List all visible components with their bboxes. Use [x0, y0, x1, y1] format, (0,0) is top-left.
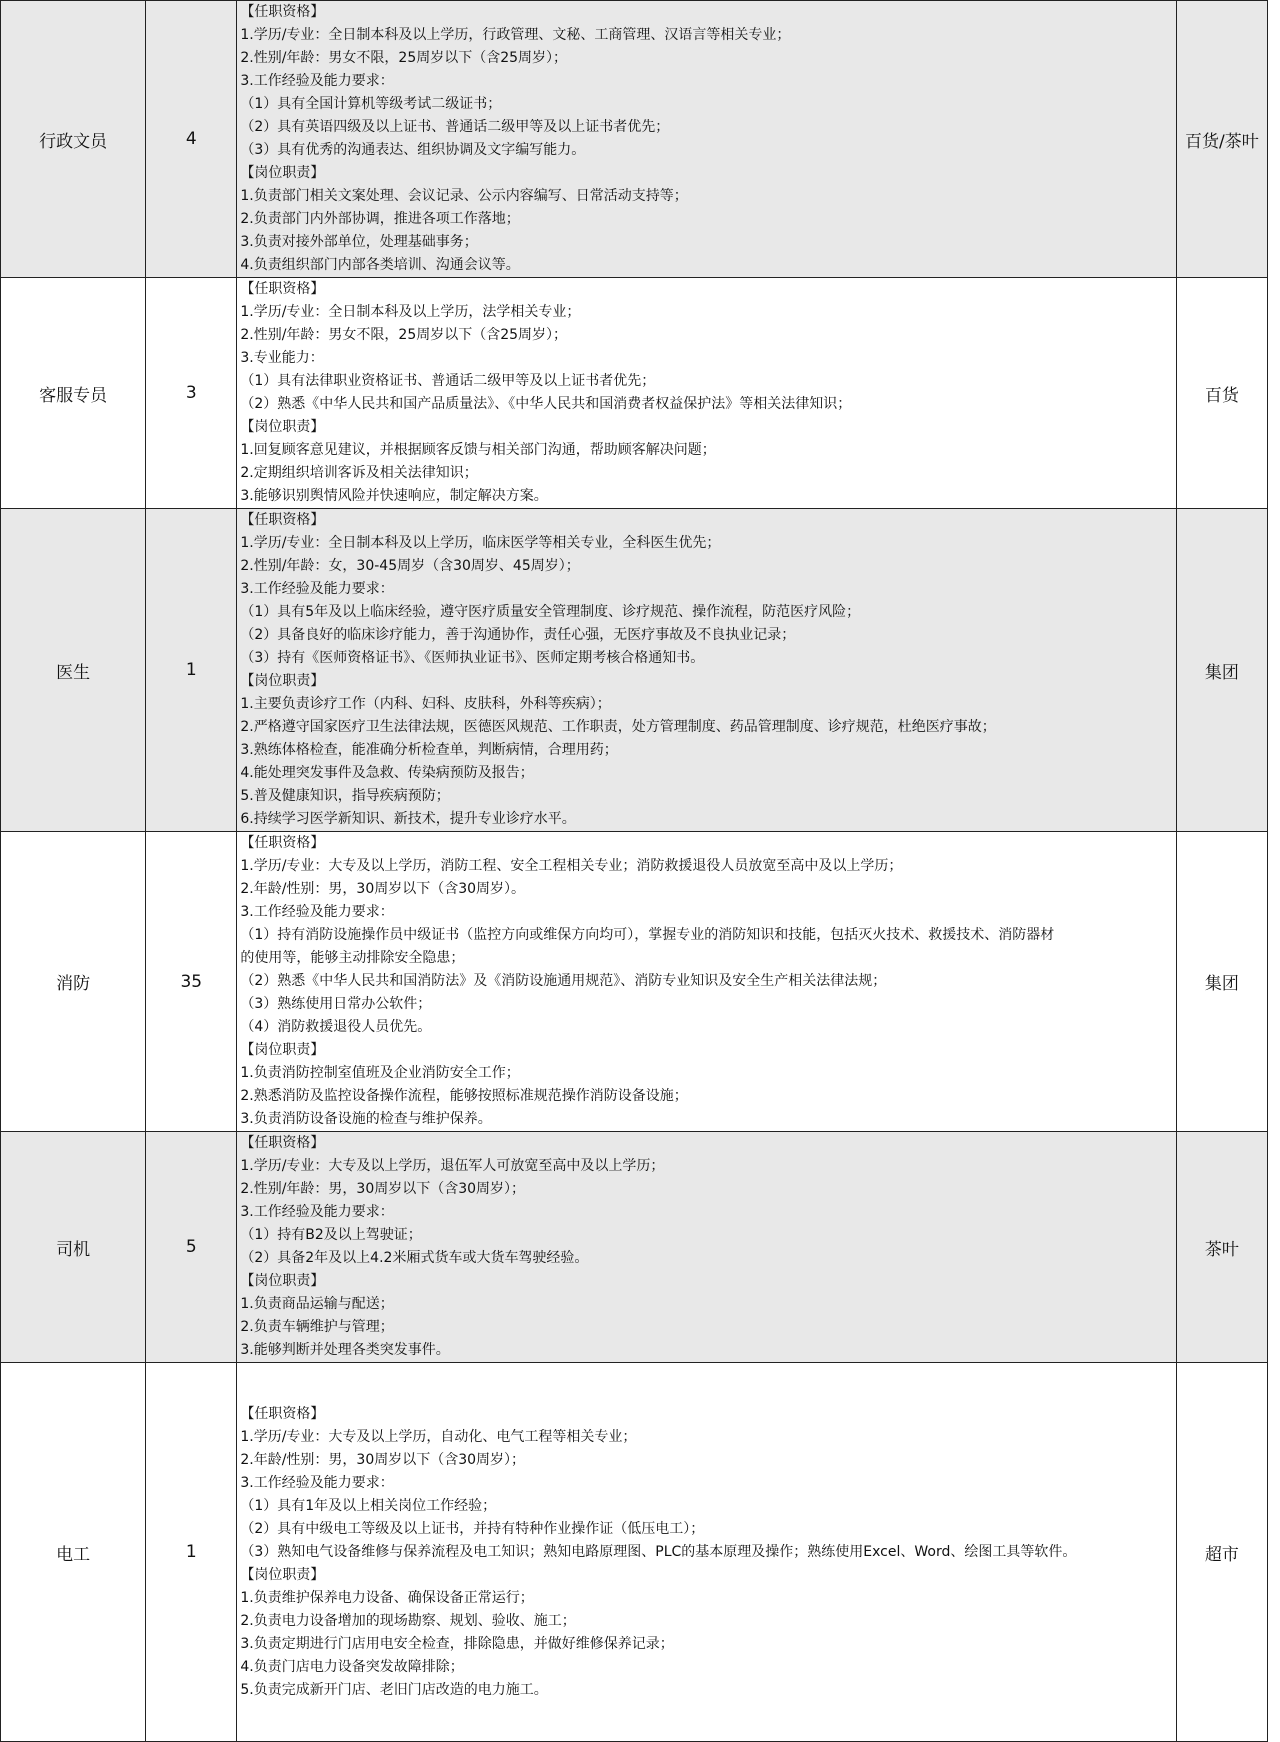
- description-line: 的使用等，能够主动排除安全隐患；: [240, 950, 465, 966]
- job-description: [237, 832, 1176, 1132]
- job-title: 消防: [1, 832, 146, 1132]
- description-line: 【任职资格】: [240, 4, 325, 20]
- description-line: 2.性别/年龄：男女不限，25周岁以下（含25周岁）；: [240, 50, 568, 66]
- job-description: [237, 509, 1176, 832]
- description-line: 1.负责维护保养电力设备、确保设备正常运行；: [240, 1589, 534, 1606]
- job-title: 客服专员: [1, 278, 146, 509]
- job-title: 医生: [1, 509, 146, 832]
- description-line: 【岗位职责】: [240, 1042, 325, 1058]
- job-row: [1, 1132, 1268, 1363]
- description-line: （1）具有全国计算机等级考试二级证书；: [240, 96, 502, 112]
- description-line: 2.性别/年龄：女，30-45周岁（含30周岁、45周岁）；: [240, 558, 580, 574]
- job-title: 电工: [1, 1363, 146, 1742]
- description-line: 1.回复顾客意见建议，并根据顾客反馈与相关部门沟通，帮助顾客解决问题；: [240, 442, 716, 458]
- job-unit: 百货/茶叶: [1176, 1, 1267, 278]
- job-description: [237, 1, 1176, 278]
- description-line: 1.学历/专业：大专及以上学历，退伍军人可放宽至高中及以上学历；: [240, 1158, 665, 1174]
- description-line: 2.性别/年龄：男女不限，25周岁以下（含25周岁）；: [240, 327, 568, 343]
- description-line: （1）具有5年及以上临床经验，遵守医疗质量安全管理制度、诊疗规范、操作流程，防范医疗风险；: [240, 604, 861, 620]
- description-line: （3）具有优秀的沟通表达、组织协调及文字编写能力。: [240, 142, 586, 158]
- description-line: 4.负责组织部门内部各类培训、沟通会议等。: [240, 257, 520, 273]
- description-line: 3.负责对接外部单位，处理基础事务；: [240, 234, 478, 250]
- description-line: 【任职资格】: [240, 835, 325, 851]
- job-headcount: 3: [146, 278, 237, 509]
- job-row: [1, 1, 1268, 278]
- description-line: （2）具有中级电工等级及以上证书，并持有特种作业操作证（低压电工）；: [240, 1520, 705, 1537]
- description-line: 4.能处理突发事件及急救、传染病预防及报告；: [240, 765, 534, 781]
- job-headcount: 35: [146, 832, 237, 1132]
- description-line: 【岗位职责】: [240, 1273, 325, 1289]
- job-headcount: 5: [146, 1132, 237, 1363]
- job-unit: 集团: [1176, 509, 1267, 832]
- job-title: 司机: [1, 1132, 146, 1363]
- description-line: 3.专业能力：: [240, 350, 324, 366]
- description-line: （2）熟悉《中华人民共和国消防法》及《消防设施通用规范》、消防专业知识及安全生产相关法律法规；: [240, 973, 887, 989]
- description-line: 4.负责门店电力设备突发故障排除；: [240, 1658, 464, 1675]
- description-line: 2.负责部门内外部协调，推进各项工作落地；: [240, 211, 520, 227]
- description-line: 2.负责车辆维护与管理；: [240, 1319, 394, 1335]
- description-line: 【岗位职责】: [240, 165, 325, 181]
- job-description: [237, 278, 1176, 509]
- description-line: 5.普及健康知识，指导疾病预防；: [240, 788, 450, 804]
- job-unit: 茶叶: [1176, 1132, 1267, 1363]
- job-title: 行政文员: [1, 1, 146, 278]
- description-line: （4）消防救援退役人员优先。: [240, 1019, 432, 1035]
- description-line: （1）持有B2及以上驾驶证；: [240, 1227, 422, 1243]
- description-line: 3.工作经验及能力要求：: [240, 1474, 394, 1491]
- description-line: 【岗位职责】: [240, 1566, 325, 1583]
- description-line: 1.学历/专业：全日制本科及以上学历，法学相关专业；: [240, 304, 581, 320]
- description-line: 【任职资格】: [240, 281, 325, 297]
- description-line: （2）熟悉《中华人民共和国产品质量法》、《中华人民共和国消费者权益保护法》等相关法律知识；: [240, 396, 852, 412]
- description-line: 【任职资格】: [240, 512, 325, 528]
- description-line: （2）具备2年及以上4.2米厢式货车或大货车驾驶经验。: [240, 1250, 589, 1266]
- description-line: 1.学历/专业：全日制本科及以上学历，行政管理、文秘、工商管理、汉语言等相关专业；: [240, 27, 791, 43]
- job-headcount: 1: [146, 509, 237, 832]
- description-line: 1.学历/专业：大专及以上学历，自动化、电气工程等相关专业；: [240, 1428, 637, 1445]
- job-row: [1, 509, 1268, 832]
- description-line: 3.负责定期进行门店用电安全检查，排除隐患，并做好维修保养记录；: [240, 1635, 674, 1652]
- job-unit: 超市: [1176, 1363, 1267, 1742]
- description-line: 1.负责商品运输与配送；: [240, 1296, 394, 1312]
- description-line: 【任职资格】: [240, 1405, 325, 1422]
- description-line: 2.性别/年龄：男，30周岁以下（含30周岁）；: [240, 1181, 526, 1197]
- description-line: （3）熟知电气设备维修与保养流程及电工知识；熟知电路原理图、PLC的基本原理及操作；熟练使用Excel、Word、绘图工具等软件。: [240, 1543, 1077, 1560]
- description-line: 1.负责消防控制室值班及企业消防安全工作；: [240, 1065, 520, 1081]
- job-unit: 集团: [1176, 832, 1267, 1132]
- description-line: （1）具有1年及以上相关岗位工作经验；: [240, 1497, 497, 1514]
- description-line: 6.持续学习医学新知识、新技术，提升专业诊疗水平。: [240, 811, 576, 827]
- description-line: 2.熟悉消防及监控设备操作流程，能够按照标准规范操作消防设备设施；: [240, 1088, 688, 1104]
- description-line: 1.学历/专业：全日制本科及以上学历，临床医学等相关专业，全科医生优先；: [240, 535, 721, 551]
- job-table-body: [1, 1, 1268, 1742]
- job-headcount: 4: [146, 1, 237, 278]
- description-line: 3.工作经验及能力要求：: [240, 1204, 394, 1220]
- job-row: [1, 832, 1268, 1132]
- job-row: [1, 278, 1268, 509]
- description-line: 【任职资格】: [240, 1135, 325, 1151]
- description-line: 2.定期组织培训客诉及相关法律知识；: [240, 465, 478, 481]
- description-line: （2）具备良好的临床诊疗能力，善于沟通协作，责任心强，无医疗事故及不良执业记录；: [240, 627, 796, 643]
- description-line: 【岗位职责】: [240, 673, 325, 689]
- description-line: 5.负责完成新开门店、老旧门店改造的电力施工。: [240, 1681, 548, 1698]
- description-line: （1）具有法律职业资格证书、普通话二级甲等及以上证书者优先；: [240, 373, 656, 389]
- description-line: （3）熟练使用日常办公软件；: [240, 996, 432, 1012]
- description-line: 1.主要负责诊疗工作（内科、妇科、皮肤科，外科等疾病）；: [240, 696, 611, 712]
- description-line: 3.负责消防设备设施的检查与维护保养。: [240, 1111, 492, 1127]
- description-line: 2.严格遵守国家医疗卫生法律法规，医德医风规范、工作职责，处方管理制度、药品管理制度、诊疗规范，杜绝医疗事故；: [240, 719, 996, 735]
- description-line: 1.负责部门相关文案处理、会议记录、公示内容编写、日常活动支持等；: [240, 188, 688, 204]
- description-line: 3.工作经验及能力要求：: [240, 904, 394, 920]
- description-line: 3.能够识别舆情风险并快速响应，制定解决方案。: [240, 488, 548, 504]
- description-line: 3.工作经验及能力要求：: [240, 73, 394, 89]
- description-line: （2）具有英语四级及以上证书、普通话二级甲等及以上证书者优先；: [240, 119, 670, 135]
- job-headcount: 1: [146, 1363, 237, 1742]
- job-row: [1, 1363, 1268, 1742]
- description-line: 3.熟练体格检查，能准确分析检查单，判断病情，合理用药；: [240, 742, 618, 758]
- description-line: 【岗位职责】: [240, 419, 325, 435]
- job-unit: 百货: [1176, 278, 1267, 509]
- description-line: 2.年龄/性别：男，30周岁以下（含30周岁）。: [240, 881, 526, 897]
- description-line: 2.年龄/性别：男，30周岁以下（含30周岁）；: [240, 1451, 526, 1468]
- job-description: [237, 1132, 1176, 1363]
- description-line: 3.工作经验及能力要求：: [240, 581, 394, 597]
- description-line: 1.学历/专业：大专及以上学历，消防工程、安全工程相关专业；消防救援退役人员放宽至高中及以上学历；: [240, 858, 903, 874]
- description-line: （3）持有《医师资格证书》、《医师执业证书》、医师定期考核合格通知书。: [240, 650, 705, 666]
- description-line: 3.能够判断并处理各类突发事件。: [240, 1342, 450, 1358]
- description-line: （1）持有消防设施操作员中级证书（监控方向或维保方向均可），掌握专业的消防知识和技能，包括灭火技术、救援技术、消防器材: [240, 927, 1055, 943]
- job-description: [237, 1363, 1176, 1742]
- description-line: 2.负责电力设备增加的现场勘察、规划、验收、施工；: [240, 1612, 576, 1629]
